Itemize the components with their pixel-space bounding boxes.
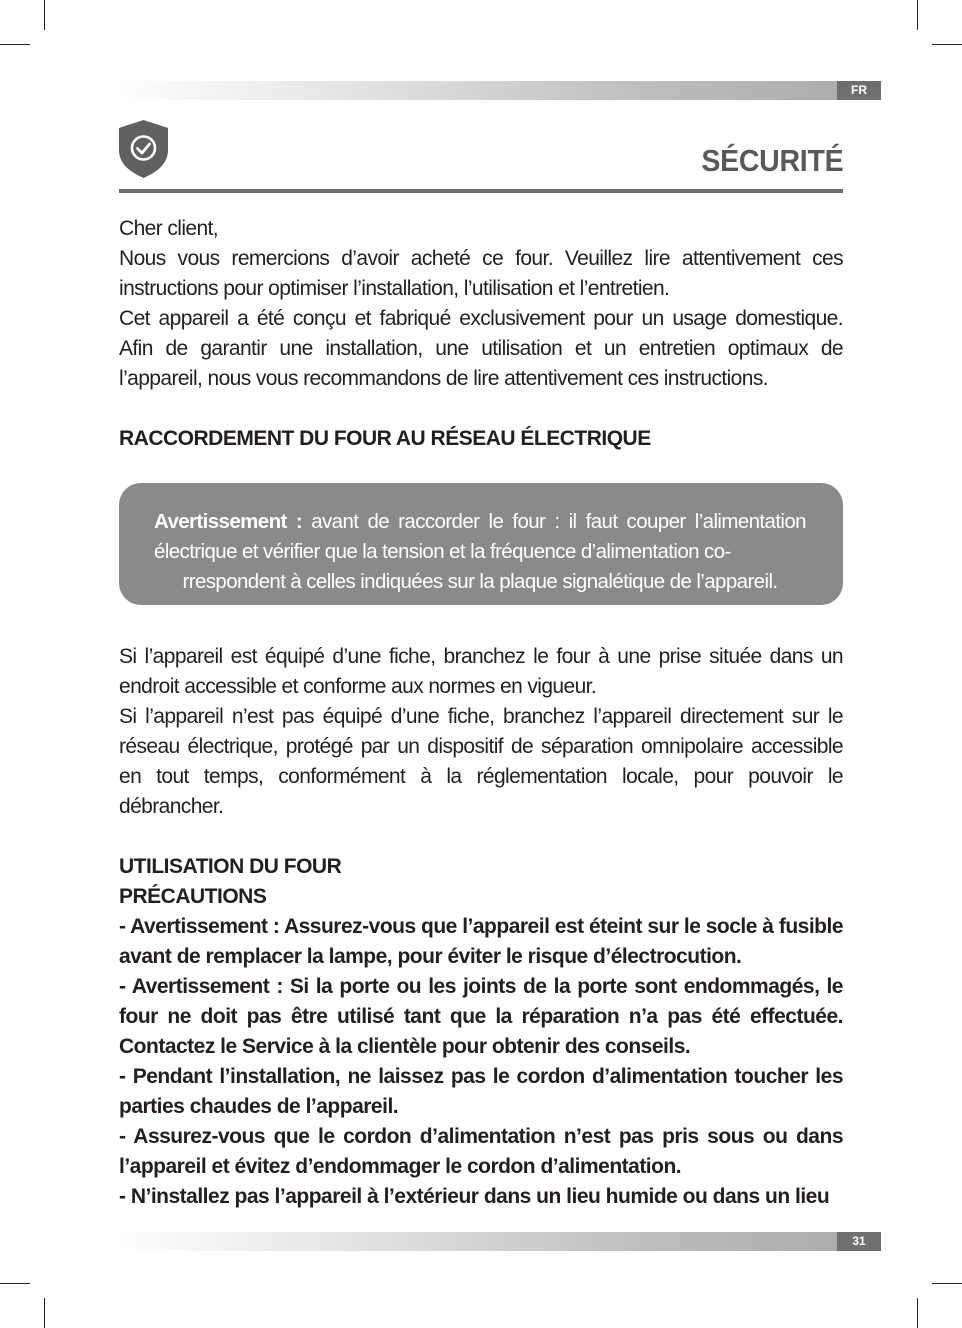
crop-mark [44,1298,45,1328]
crop-mark [917,1298,918,1328]
warning-text [154,507,806,597]
electrical-heading-block [119,424,843,454]
electrical-block [119,642,843,822]
intro-block [119,214,843,394]
body-paragraph: Si l’appareil est équipé d’une fiche, branchez le four à une prise située dans un endroit accessible et conforme aux normes en vigueur. [119,645,843,698]
footer-bar [118,1232,881,1251]
crop-mark [932,44,962,45]
body-paragraph: Si l’appareil n’est pas équipé d’une fiche, branchez l’appareil directement sur le réseau électrique, protégé par un dispositif de séparation omnipolaire accessible en tout temps, conformément à la réglementation locale, pour pouvoir le débrancher. [119,705,843,818]
title-divider [119,189,843,193]
warning-label: Avertissement : [154,510,303,533]
crop-mark [44,0,45,30]
warning-box [119,483,843,605]
header-bar [118,81,881,100]
warning-body: avant de raccorder le four : il faut couper l’alimentation électrique et vérifier que la tension et la fréquence d’alimentation co- [154,510,806,563]
precaution-item: - Assurez-vous que le cordon d’alimentation n’est pas pris sous ou dans l’appareil et évitez d’endommager le cordon d’alimentation. [119,1125,843,1178]
shield-check-icon [117,119,170,179]
crop-mark [932,1283,962,1284]
page-number: 31 [837,1232,881,1251]
sub-heading: PRÉCAUTIONS [119,885,267,908]
intro-paragraph: Nous vous remercions d’avoir acheté ce four. Veuillez lire attentivement ces instructions pour optimiser l’installation, l’utilisation et l’entretien. [119,247,843,300]
intro-paragraph: Cet appareil a été conçu et fabriqué exclusivement pour un usage domestique. Afin de garantir une installation, une utilisation et un entretien optimaux de l’appareil, nous vous recommandons de lire attentivement ces instructions. [119,307,843,390]
section-heading: RACCORDEMENT DU FOUR AU RÉSEAU ÉLECTRIQUE [119,427,651,450]
precaution-item: - N’installez pas l’appareil à l’extérieur dans un lieu humide ou dans un lieu [119,1185,830,1208]
greeting: Cher client, [119,217,219,240]
precaution-item: - Pendant l’installation, ne laissez pas le cordon d’alimentation toucher les parties chaudes de l’appareil. [119,1065,843,1118]
crop-mark [0,44,30,45]
crop-mark [917,0,918,30]
page-title: SÉCURITÉ [701,143,843,178]
precaution-item: - Avertissement : Assurez-vous que l’appareil est éteint sur le socle à fusible avant de remplacer la lampe, pour éviter le risque d’électrocution. [119,915,843,968]
precaution-item: - Avertissement : Si la porte ou les joints de la porte sont endommagés, le four ne doit pas être utilisé tant que la réparation n’a pas été effectuée. Contactez le Service à la clientèle pour obtenir des conseils. [119,975,843,1058]
usage-block [119,852,843,1212]
language-tag: FR [837,81,881,100]
section-heading: UTILISATION DU FOUR [119,855,342,878]
crop-mark [0,1283,30,1284]
warning-body-end: rrespondent à celles indiquées sur la plaque signalétique de l’appareil. [182,570,778,593]
